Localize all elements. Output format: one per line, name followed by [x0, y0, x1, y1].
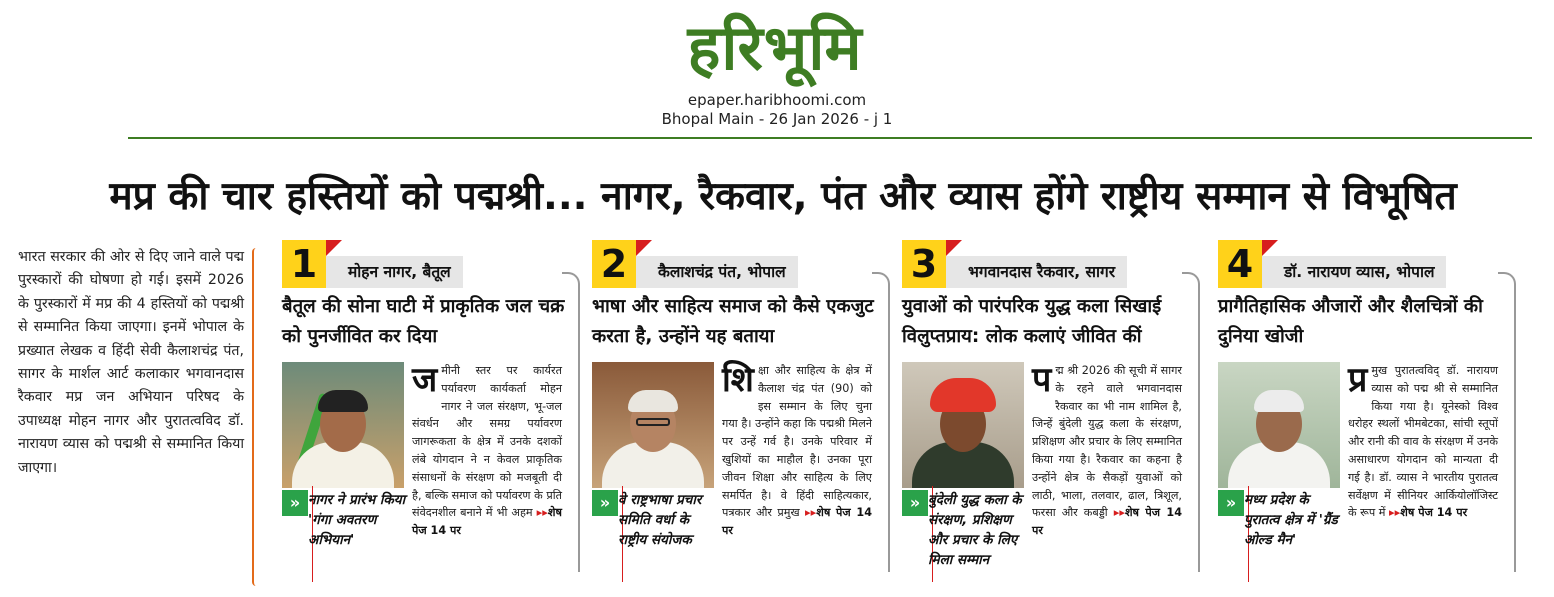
story-headline: बैतूल की सोना घाटी में प्राकृतिक जल चक्र को पुनर्जीवित कर दिया [282, 296, 565, 347]
story-card-4[interactable] [1218, 240, 1518, 585]
continue-link[interactable]: शेष पेज 14 पर [1400, 506, 1468, 520]
photo-caption: मध्य प्रदेश के पुरातत्व क्षेत्र में 'ग्रैंड ओल्ड मैन' [1244, 492, 1338, 548]
continue-link[interactable]: शेष पेज 14 पर [1032, 506, 1182, 538]
story-headline: प्रागैतिहासिक औजारों और शैलचित्रों की दुनिया खोजी [1218, 296, 1483, 347]
continue-link[interactable]: शेष पेज 14 पर [412, 506, 562, 538]
story-headline: युवाओं को पारंपरिक युद्ध कला सिखाई विलुप्तप्राय: लोक कलाएं जीवित कीं [902, 296, 1162, 347]
dropcap: प [1032, 360, 1052, 400]
intro-divider [252, 248, 256, 586]
corner-accent [946, 240, 962, 256]
story-number: 1 [282, 240, 326, 288]
awardee-photo [282, 362, 404, 488]
story-number: 2 [592, 240, 636, 288]
story-headline: भाषा और साहित्य समाज को कैसे एकजुट करता है, उन्होंने यह बताया [592, 296, 874, 347]
corner-accent [636, 240, 652, 256]
story-body: जमीनी स्तर पर कार्यरत पर्यावरण कार्यकर्ता मोहन नागर ने जल संरक्षण, भू-जल संवर्धन और समग्र पर्यावरण जागरूकता के क्षेत्र में उनके दशकों लंबे योगदान ने न केवल प्राकृतिक संसाधनों के संरक्षण को मजबूती दी है, बल्कि समाज को पर्यावरण के प्रति संवेदनशील बनाने में भी अहम ▸▸शेष पेज 14 पर [412, 360, 562, 538]
story-number: 4 [1218, 240, 1262, 288]
photo-caption: बुंदेली युद्ध कला के संरक्षण, प्रशिक्षण और प्रचार के लिए मिला सम्मान [928, 492, 1022, 568]
intro-paragraph: भारत सरकार की ओर से दिए जाने वाले पद्म पुरस्कारों की घोषणा हो गई। इसमें 2026 के पुरस्कारों में मप्र की 4 हस्तियों को पद्मश्री से सम्मानित किया जाएगा। इनमें भोपाल के प्रख्यात लेखक व हिंदी सेवी कैलाशचंद्र पंत, सागर के मार्शल आर्ट कलाकार भगवानदास रैकवार मप्र जन अभियान परिषद के उपाध्यक्ष मोहन नागर और पुरातत्वविद डॉ. नारायण व्यास को पद्मश्री से सम्मानित किया जाएगा। [18, 249, 244, 476]
continue-link[interactable]: शेष पेज 14 पर [722, 506, 872, 538]
edition-line: Bhopal Main - 26 Jan 2026 - j 1 [661, 110, 893, 128]
awardee-photo [1218, 362, 1340, 488]
continue-arrow-icon: ▸▸ [536, 506, 548, 520]
story-card-3[interactable] [902, 240, 1202, 585]
awardee-name: भगवानदास रैकवार, सागर [946, 256, 1127, 288]
continue-arrow-icon: ▸▸ [1389, 506, 1401, 520]
haribhoomi-logo[interactable]: हरिभूमि [687, 11, 863, 84]
epaper-url[interactable]: epaper.haribhoomi.com [687, 91, 867, 109]
photo-caption: नागर ने प्रारंभ किया 'गंगा अवतरण अभियान' [308, 492, 406, 548]
story-body: पद्म श्री 2026 की सूची में सागर के रहने वाले भगवानदास रैकवार का भी नाम शामिल है, जिन्हें बुंदेली युद्ध कला के संरक्षण, प्रशिक्षण और प्रचार के लिए सम्मानित किया गया है। रैकवार का कहना है उन्होंने क्षेत्र के सैकड़ों युवाओं को लाठी, भाला, तलवार, ढाल, त्रिशूल, फरसा और कबड्डी ▸▸शेष पेज 14 पर [1032, 360, 1182, 538]
dropcap: ज [412, 360, 438, 400]
masthead-divider [128, 137, 1532, 139]
continue-arrow-icon: ▸▸ [1113, 506, 1125, 520]
story-body: शिक्षा और साहित्य के क्षेत्र में कैलाश चंद्र पंत (90) को इस सम्मान के लिए चुना गया है। उन्होंने कहा कि पद्मश्री मिलने पर उन्हें गर्व है। उनके परिवार में खुशियों का माहौल है। उनका पूरा जीवन शिक्षा और साहित्य के लिए समर्पित है। वे हिंदी साहित्यकार, पत्रकार और प्रमुख ▸▸शेष पेज 14 पर [722, 360, 872, 538]
story-body: प्र मुख पुरातत्वविद् डॉ. नारायण व्यास को पद्म श्री से सम्मानित किया गया है। यूनेस्को विश्व धरोहर स्थलों भीमबेटका, सांची स्तूपों और रानी की वाव के संरक्षण में उनके असाधारण योगदान को मान्यता दी गई है। डॉ. व्यास ने भारतीय पुरातत्व सर्वेक्षण में सीनियर आर्कियोलॉजिस्ट के रूप में ▸▸शेष पेज 14 पर [1348, 360, 1498, 520]
awardee-name: कैलाशचंद्र पंत, भोपाल [636, 256, 798, 288]
awardee-photo [902, 362, 1024, 488]
story-card-2[interactable] [592, 240, 892, 585]
photo-caption: वे राष्ट्रभाषा प्रचार समिति वर्धा के राष्ट्रीय संयोजक [618, 492, 702, 548]
caption-marker-icon: » [592, 490, 618, 516]
caption-marker-icon: » [1218, 490, 1244, 516]
dropcap: शि [722, 360, 754, 400]
corner-accent [326, 240, 342, 256]
dropcap: प्र [1348, 360, 1368, 400]
story-card-1[interactable] [282, 240, 582, 585]
continue-arrow-icon: ▸▸ [805, 506, 817, 520]
page-headline: मप्र की चार हस्तियों को पद्मश्री... नागर, रैकवार, पंत और व्यास होंगे राष्ट्रीय सम्मान से विभूषित [109, 174, 1457, 219]
awardee-name: मोहन नागर, बैतूल [326, 256, 463, 288]
caption-marker-icon: » [282, 490, 308, 516]
masthead [0, 0, 1554, 140]
caption-marker-icon: » [902, 490, 928, 516]
awardee-name: डॉ. नारायण व्यास, भोपाल [1262, 256, 1446, 288]
corner-accent [1262, 240, 1278, 256]
awardee-photo [592, 362, 714, 488]
story-number: 3 [902, 240, 946, 288]
